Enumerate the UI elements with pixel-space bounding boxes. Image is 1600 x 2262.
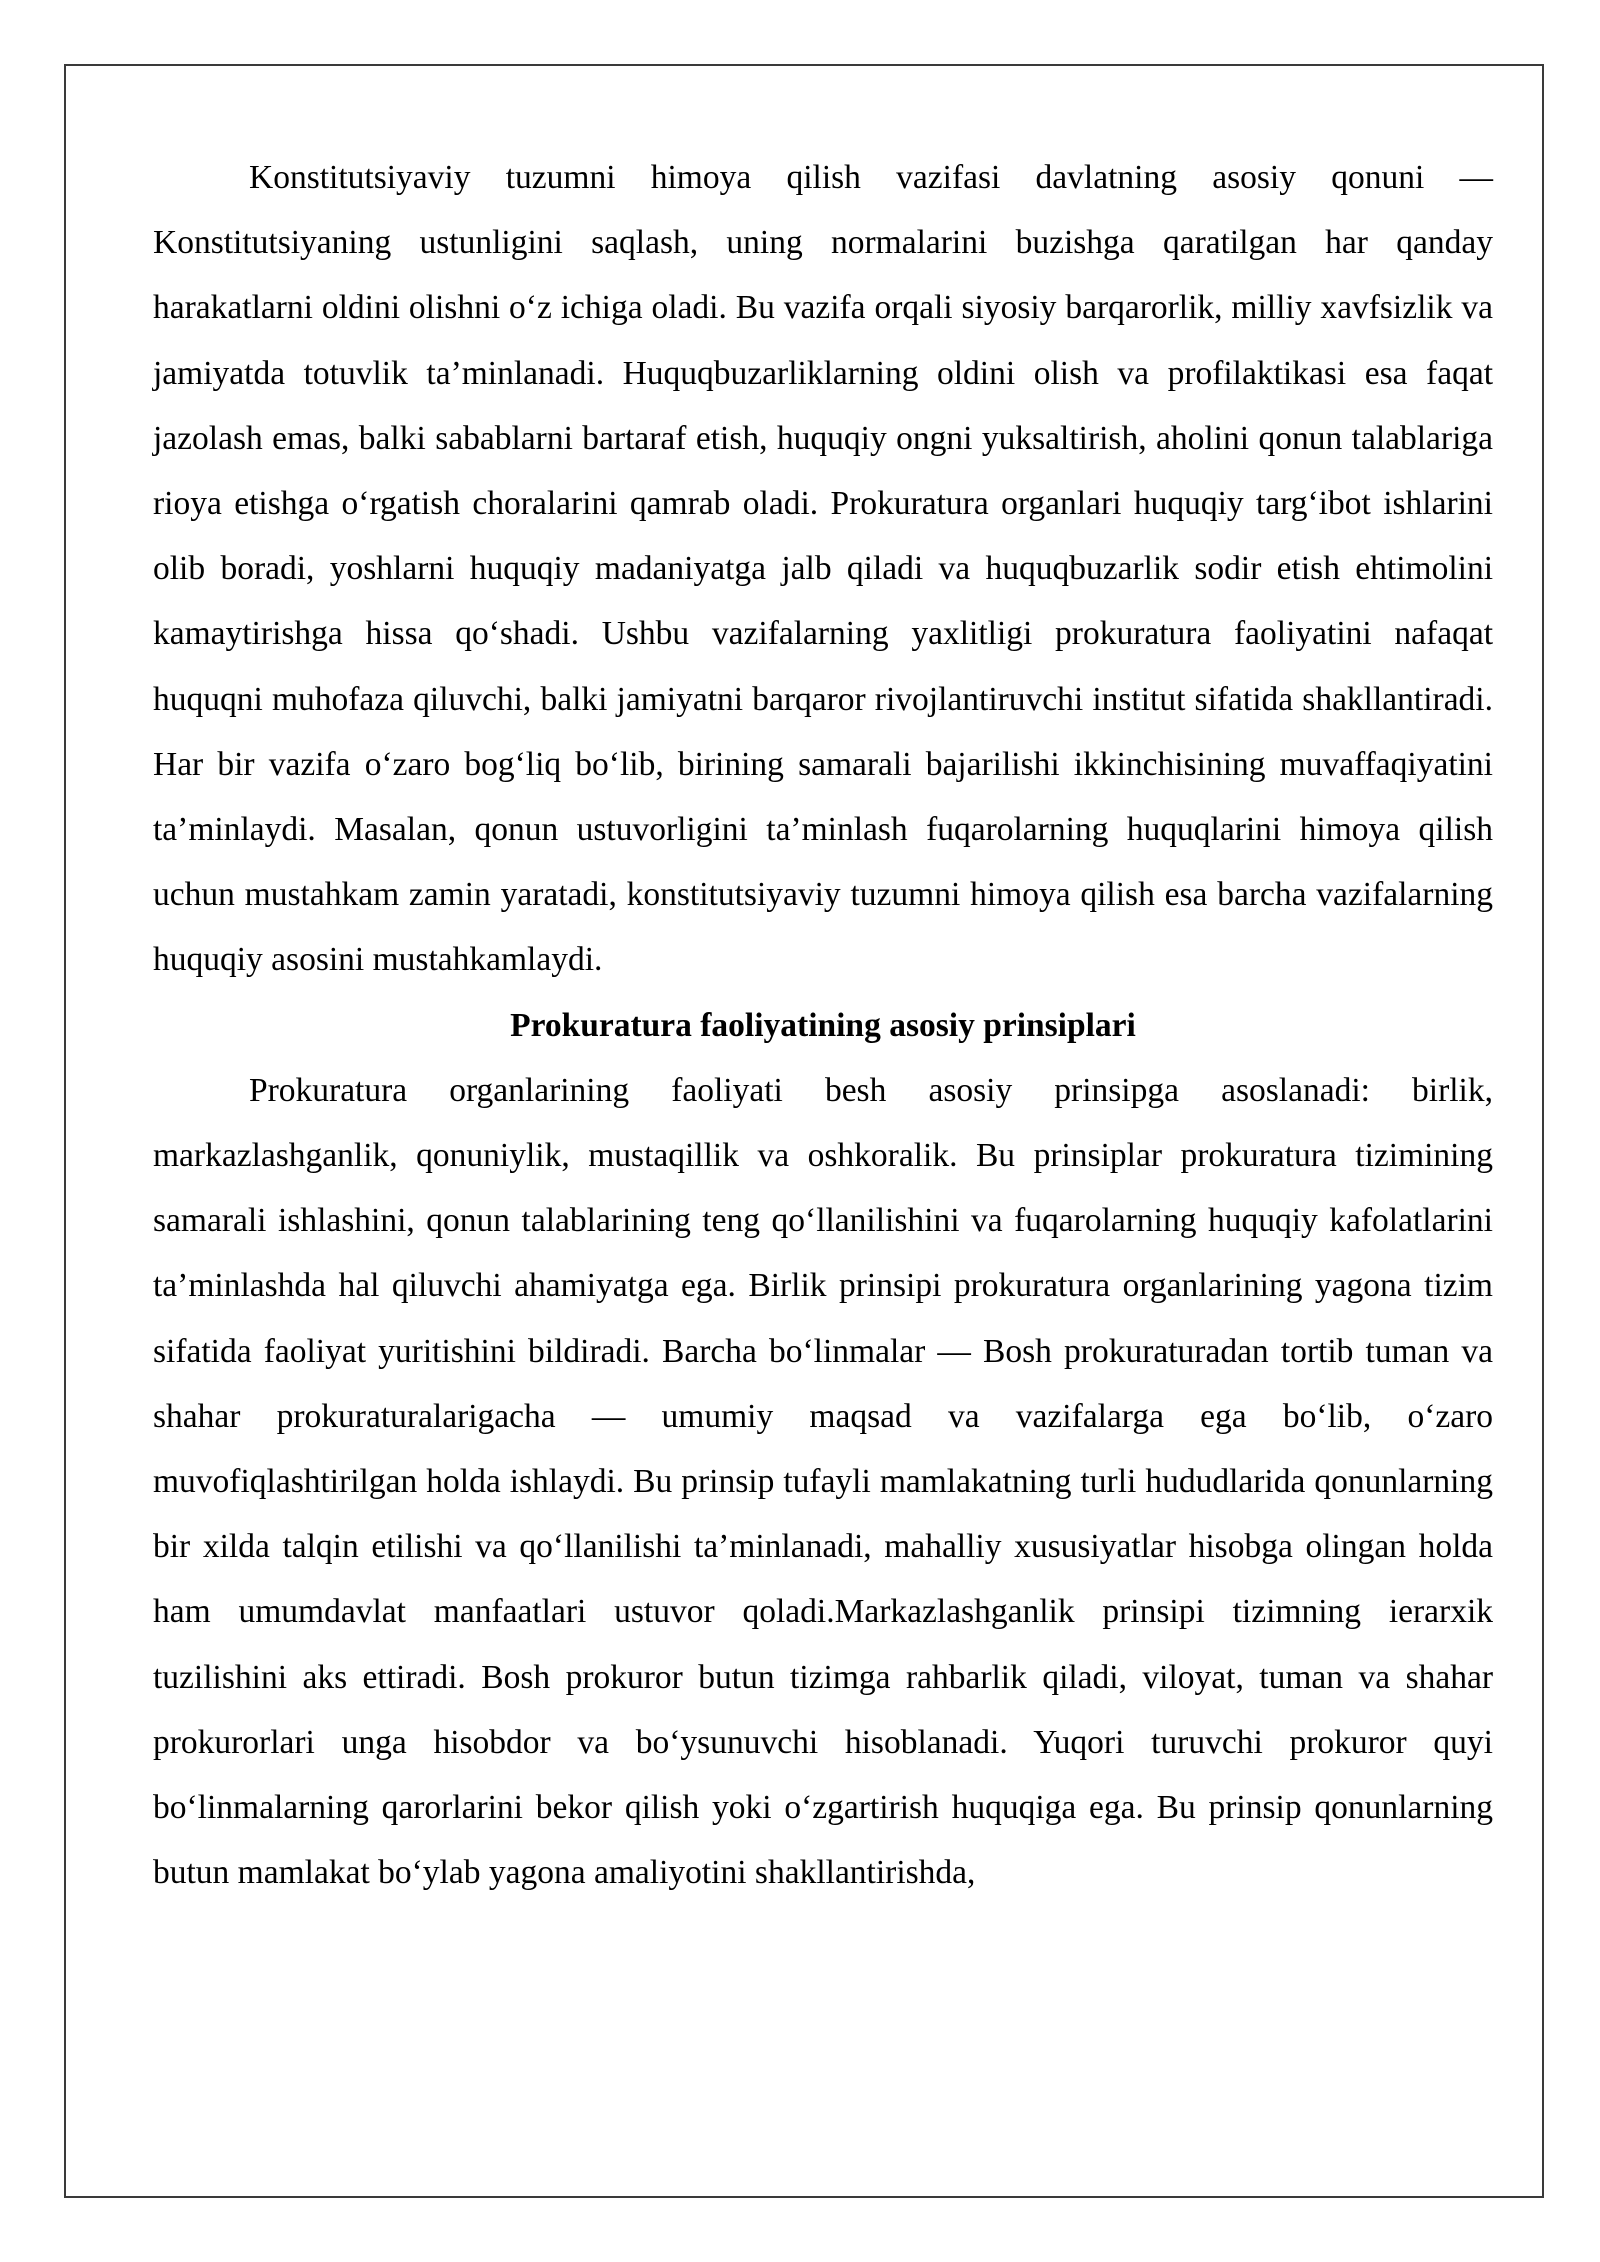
paragraph-constitutional-order: Konstitutsiyaviy tuzumni himoya qilish vazifasi davlatning asosiy qonuni — Konstitutsiyaning ustunligini saqlash, uning normalarini buzishga qaratilgan har qanday harakatlarni oldini olishni oʻz ichiga oladi. Bu vazifa orqali siyosiy barqarorlik, milliy xavfsizlik va jamiyatda totuvlik ta’minlanadi. Huquqbuzarliklarning oldini olish va profilaktikasi esa faqat jazolash emas, balki sabablarni bartaraf etish, huquqiy ongni yuksaltirish, aholini qonun talablariga rioya etishga oʻrgatish choralarini qamrab oladi. Prokuratura organlari huquqiy targʻibot ishlarini olib boradi, yoshlarni huquqiy madaniyatga jalb qiladi va huquqbuzarlik sodir etish ehtimolini kamaytirishga hissa qoʻshadi. Ushbu vazifalarning yaxlitligi prokuratura faoliyatini nafaqat huquqni muhofaza qiluvchi, balki jamiyatni barqaror rivojlantiruvchi institut sifatida shakllantiradi. Har bir vazifa oʻzaro bogʻliq boʻlib, birining samarali bajarilishi ikkinchisining muvaffaqiyatini ta’minlaydi. Masalan, qonun ustuvorligini ta’minlash fuqarolarning huquqlarini himoya qilish uchun mustahkam zamin yaratadi, konstitutsiyaviy tuzumni himoya qilish esa barcha vazifalarning huquqiy asosini mustahkamlaydi. <box>153 159 1493 979</box>
paragraph-principles: Prokuratura organlarining faoliyati besh asosiy prinsipga asoslanadi: birlik, markazlashganlik, qonuniylik, mustaqillik va oshkoralik. Bu prinsiplar prokuratura tizimining samarali ishlashini, qonun talablarining teng qoʻllanilishini va fuqarolarning huquqiy kafolatlarini ta’minlashda hal qiluvchi ahamiyatga ega. Birlik prinsipi prokuratura organlarining yagona tizim sifatida faoliyat yuritishini bildiradi. Barcha boʻlinmalar — Bosh prokuraturadan tortib tuman va shahar prokuraturalarigacha — umumiy maqsad va vazifalarga ega boʻlib, oʻzaro muvofiqlashtirilgan holda ishlaydi. Bu prinsip tufayli mamlakatning turli hududlarida qonunlarning bir xilda talqin etilishi va qoʻllanilishi ta’minlanadi, mahalliy xususiyatlar hisobga olingan holda ham umumdavlat manfaatlari ustuvor qoladi.Markazlashganlik prinsipi tizimning ierarxik tuzilishini aks ettiradi. Bosh prokuror butun tizimga rahbarlik qiladi, viloyat, tuman va shahar prokurorlari unga hisobdor va boʻysunuvchi hisoblanadi. Yuqori turuvchi prokuror quyi boʻlinmalarning qarorlarini bekor qilish yoki oʻzgartirish huquqiga ega. Bu prinsip qonunlarning butun mamlakat boʻylab yagona amaliyotini shakllantirishda, <box>153 1071 1493 1892</box>
section-heading: Prokuratura faoliyatining asosiy prinsiplari <box>510 1006 1136 1044</box>
document-body <box>153 145 1493 1905</box>
